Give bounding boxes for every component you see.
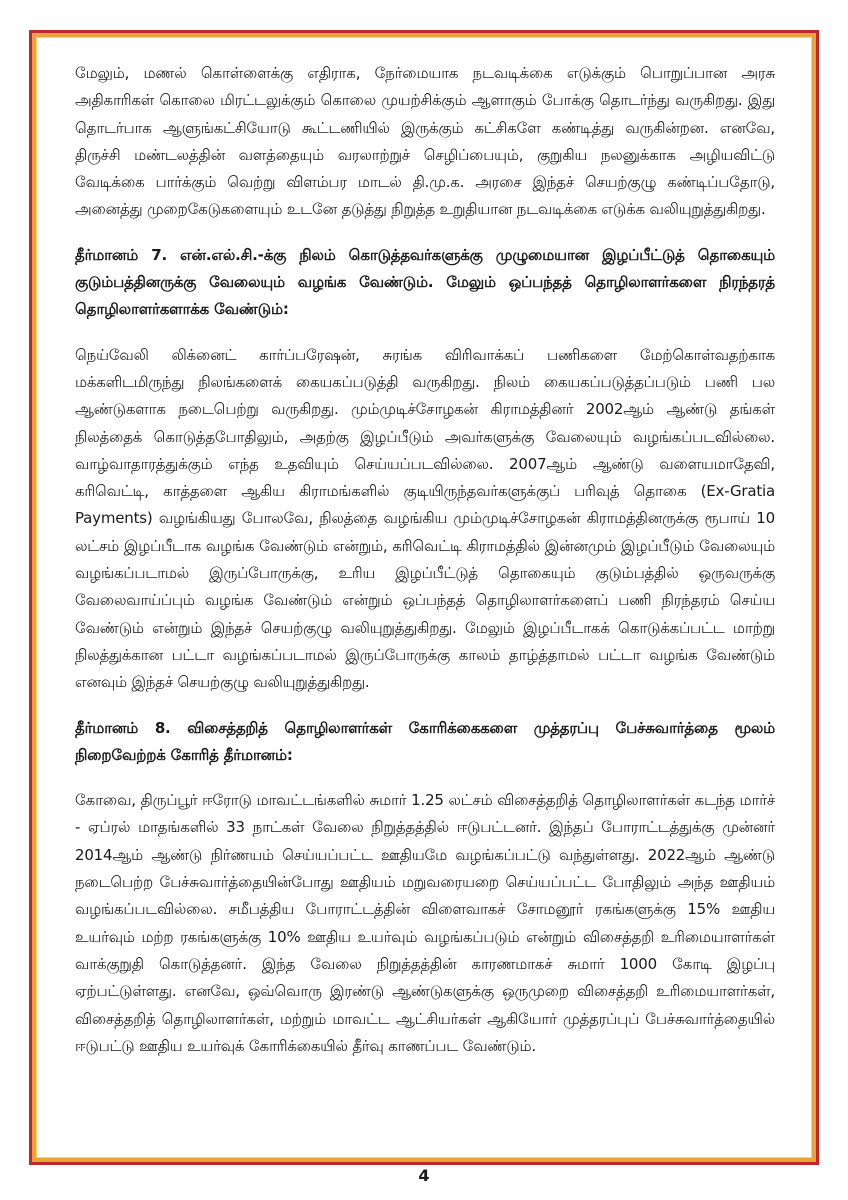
document-body (75, 60, 775, 1078)
paragraph-sand-mining: மேலும், மணல் கொள்ளைக்கு எதிராக, நேர்மையாக நடவடிக்கை எடுக்கும் பொறுப்பான அரசு அதிகாரிகள் கொலை மிரட்டலுக்கும் கொலை முயற்சிக்கும் ஆளாகும் போக்கு தொடர்ந்து வருகிறது. இது தொடர்பாக ஆளுங்கட்சியோடு கூட்டணியில் இருக்கும் கட்சிகளே கண்டித்து வருகின்றன. எனவே, திருச்சி மண்டலத்தின் வளத்தையும் வரலாற்றுச் செழிப்பையும், குறுகிய நலனுக்காக அழியவிட்டு வேடிக்கை பார்க்கும் வெற்று விளம்பர மாடல் தி.மு.க. அரசை இந்தச் செயற்குழு கண்டிப்பதோடு, அனைத்து முறைகேடுகளையும் உடனே தடுத்து நிறுத்த உறுதியான நடவடிக்கை எடுக்க வலியுறுத்துகிறது. (75, 64, 775, 219)
page-number: 4 (418, 1166, 430, 1185)
paragraph-nlc-land: நெய்வேலி லிக்னைட் கார்ப்பரேஷன், சுரங்க விரிவாக்கப் பணிகளை மேற்கொள்வதற்காக மக்களிடமிருந்து நிலங்களைக் கையகப்படுத்தி வருகிறது. நிலம் கையகப்படுத்தப்படும் பணி பல ஆண்டுகளாக நடைபெற்று வருகிறது. மும்முடிச்சோழகன் கிராமத்தினர் 2002ஆம் ஆண்டு தங்கள் நிலத்தைக் கொடுத்தபோதிலும், அதற்கு இழப்பீடும் அவர்களுக்கு வேலையும் வழங்கப்படவில்லை. வாழ்வாதாரத்துக்கும் எந்த உதவியும் செய்யப்படவில்லை. 2007ஆம் ஆண்டு வளையமாதேவி, கரிவெட்டி, காத்தளை ஆகிய கிராமங்களில் குடியிருந்தவர்களுக்குப் பரிவுத் தொகை (Ex-Gratia Payments) வழங்கியது போலவே, நிலத்தை வழங்கிய மும்முடிச்சோழகன் கிராமத்தினருக்கு ரூபாய் 10 லட்சம் இழப்பீடாக வழங்க வேண்டும் என்றும், கரிவெட்டி கிராமத்தில் இன்னமும் இழப்பீடும் வேலையும் வழங்கப்படாமல் இருப்போருக்கு, உரிய இழப்பீட்டுத் தொகையும் குடும்பத்தில் ஒருவருக்கு வேலைவாய்ப்பும் வழங்க வேண்டும் என்றும் ஒப்பந்தத் தொழிலாளர்களைப் பணி நிரந்தரம் செய்ய வேண்டும் என்றும் இந்தச் செயற்குழு வலியுறுத்துகிறது. மேலும் இழப்பீடாகக் கொடுக்கப்பட்ட மாற்று நிலத்துக்கான பட்டா வழங்கப்படாமல் இருப்போருக்கு காலம் தாழ்த்தாமல் பட்டா வழங்க வேண்டும் எனவும் இந்தச் செயற்குழு வலியுறுத்துகிறது. (75, 345, 775, 692)
paragraph-powerloom-workers: கோவை, திருப்பூர் ஈரோடு மாவட்டங்களில் சுமார் 1.25 லட்சம் விசைத்தறித் தொழிலாளர்கள் கடந்த மார்ச் - ஏப்ரல் மாதங்களில் 33 நாட்கள் வேலை நிறுத்தத்தில் ஈடுபட்டனர். இந்தப் போராட்டத்துக்கு முன்னர் 2014ஆம் ஆண்டு நிர்ணயம் செய்யப்பட்ட ஊதியமே வழங்கப்பட்டு வந்துள்ளது. 2022ஆம் ஆண்டு நடைபெற்ற பேச்சுவார்த்தையின்போது ஊதியம் மறுவரையறை செய்யப்பட்ட போதிலும் அந்த ஊதியம் வழங்கப்படவில்லை. சமீபத்திய போராட்டத்தின் விளைவாகச் சோமனூர் ரகங்களுக்கு 15% ஊதிய உயர்வும் மற்ற ரகங்களுக்கு 10% ஊதிய உயர்வும் வழங்கப்படும் என்றும் விசைத்தறி உரிமையாளர்கள் வாக்குறுதி கொடுத்தனர். இந்த வேலை நிறுத்தத்தின் காரணமாகச் சுமார் 1000 கோடி இழப்பு ஏற்பட்டுள்ளது. எனவே, ஒவ்வொரு இரண்டு ஆண்டுகளுக்கு ஒருமுறை விசைத்தறி உரிமையாளர்கள், விசைத்தறித் தொழிலாளர்கள், மற்றும் மாவட்ட ஆட்சியர்கள் ஆகியோர் முத்தரப்புப் பேச்சுவார்த்தையில் ஈடுபட்டு ஊதிய உயர்வுக் கோரிக்கையில் தீர்வு காணப்பட வேண்டும். (75, 791, 775, 1055)
resolution-7-heading: தீர்மானம் 7. என்.எல்.சி.-க்கு நிலம் கொடுத்தவர்களுக்கு முழுமையான இழப்பீட்டுத் தொகையும் குடும்பத்தினருக்கு வேலையும் வழங்க வேண்டும். மேலும் ஒப்பந்தத் தொழிலாளர்களை நிரந்தரத் தொழிலாளர்களாக்க வேண்டும்: (75, 245, 775, 319)
resolution-8-heading: தீர்மானம் 8. விசைத்தறித் தொழிலாளர்கள் கோரிக்கைகளை முத்தரப்பு பேச்சுவார்த்தை மூலம் நிறைவேற்றக் கோரித் தீர்மானம்: (75, 718, 775, 764)
